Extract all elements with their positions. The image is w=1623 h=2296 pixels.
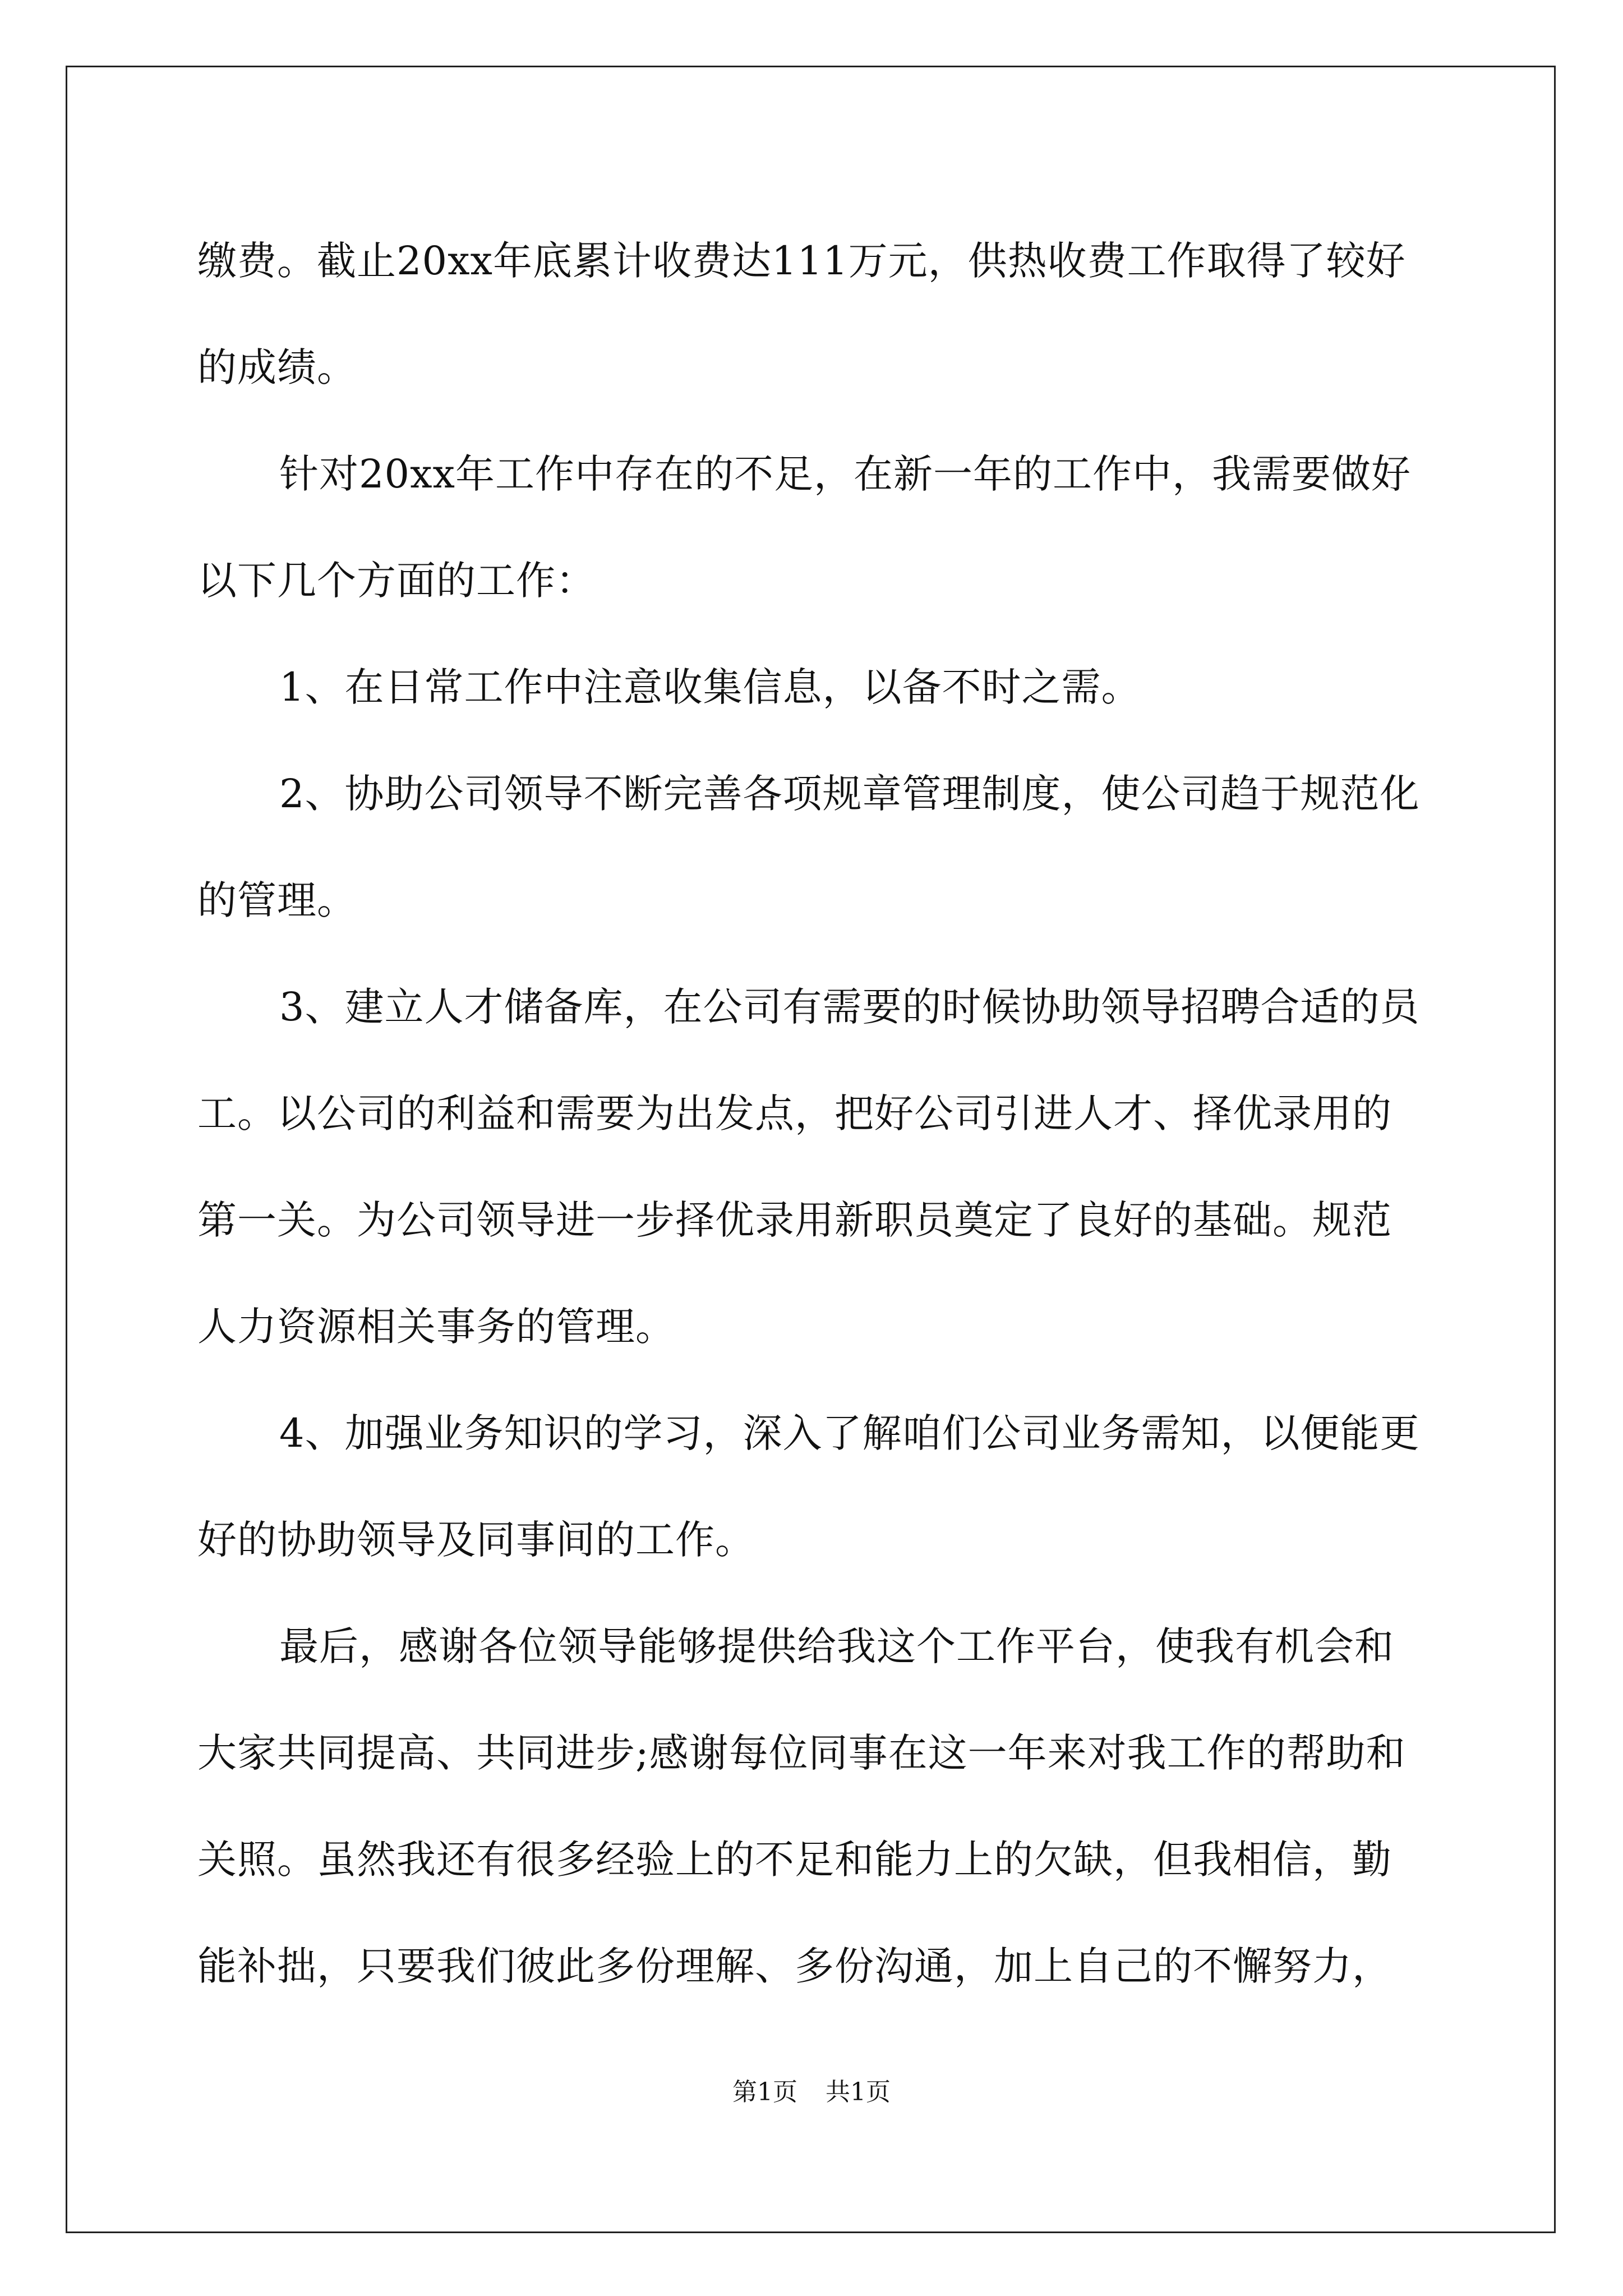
text-line: 以下几个方面的工作： xyxy=(197,558,596,604)
text-line: 的管理。 xyxy=(197,877,357,923)
text-line: 大家共同提高、共同进步;感谢每位同事在这一年来对我工作的帮助和 xyxy=(197,1730,1406,1776)
closing-paragraph-start: 最后，感谢各位领导能够提供给我这个工作平台，使我有机会和 xyxy=(279,1623,1394,1669)
list-item-2: 2、协助公司领导不断完善各项规章管理制度，使公司趋于规范化 xyxy=(279,771,1420,817)
text-line: 人力资源相关事务的管理。 xyxy=(197,1304,675,1350)
total-pages: 共1页 xyxy=(826,2078,891,2106)
page-footer xyxy=(0,2076,1623,2109)
document-body xyxy=(197,208,1431,2019)
text-line: 能补拙，只要我们彼此多份理解、多份沟通，加上自己的不懈努力， xyxy=(197,1943,1392,1989)
page-number: 第1页 xyxy=(732,2078,797,2106)
text-line: 关照。虽然我还有很多经验上的不足和能力上的欠缺，但我相信，勤 xyxy=(197,1837,1392,1883)
text-line: 缴费。截止20xx年底累计收费达111万元，供热收费工作取得了较好 xyxy=(197,238,1406,284)
paragraph-start: 针对20xx年工作中存在的不足，在新一年的工作中，我需要做好 xyxy=(279,451,1412,497)
list-item-3: 3、建立人才储备库，在公司有需要的时候协助领导招聘合适的员 xyxy=(279,984,1420,1030)
list-item-1: 1、在日常工作中注意收集信息，以备不时之需。 xyxy=(279,664,1141,710)
text-line: 工。以公司的利益和需要为出发点，把好公司引进人才、择优录用的 xyxy=(197,1091,1392,1137)
list-item-4: 4、加强业务知识的学习，深入了解咱们公司业务需知，以便能更 xyxy=(279,1410,1420,1456)
text-line: 第一关。为公司领导进一步择优录用新职员奠定了良好的基础。规范 xyxy=(197,1197,1392,1243)
text-line: 好的协助领导及同事间的工作。 xyxy=(197,1517,755,1563)
text-line: 的成绩。 xyxy=(197,344,357,390)
